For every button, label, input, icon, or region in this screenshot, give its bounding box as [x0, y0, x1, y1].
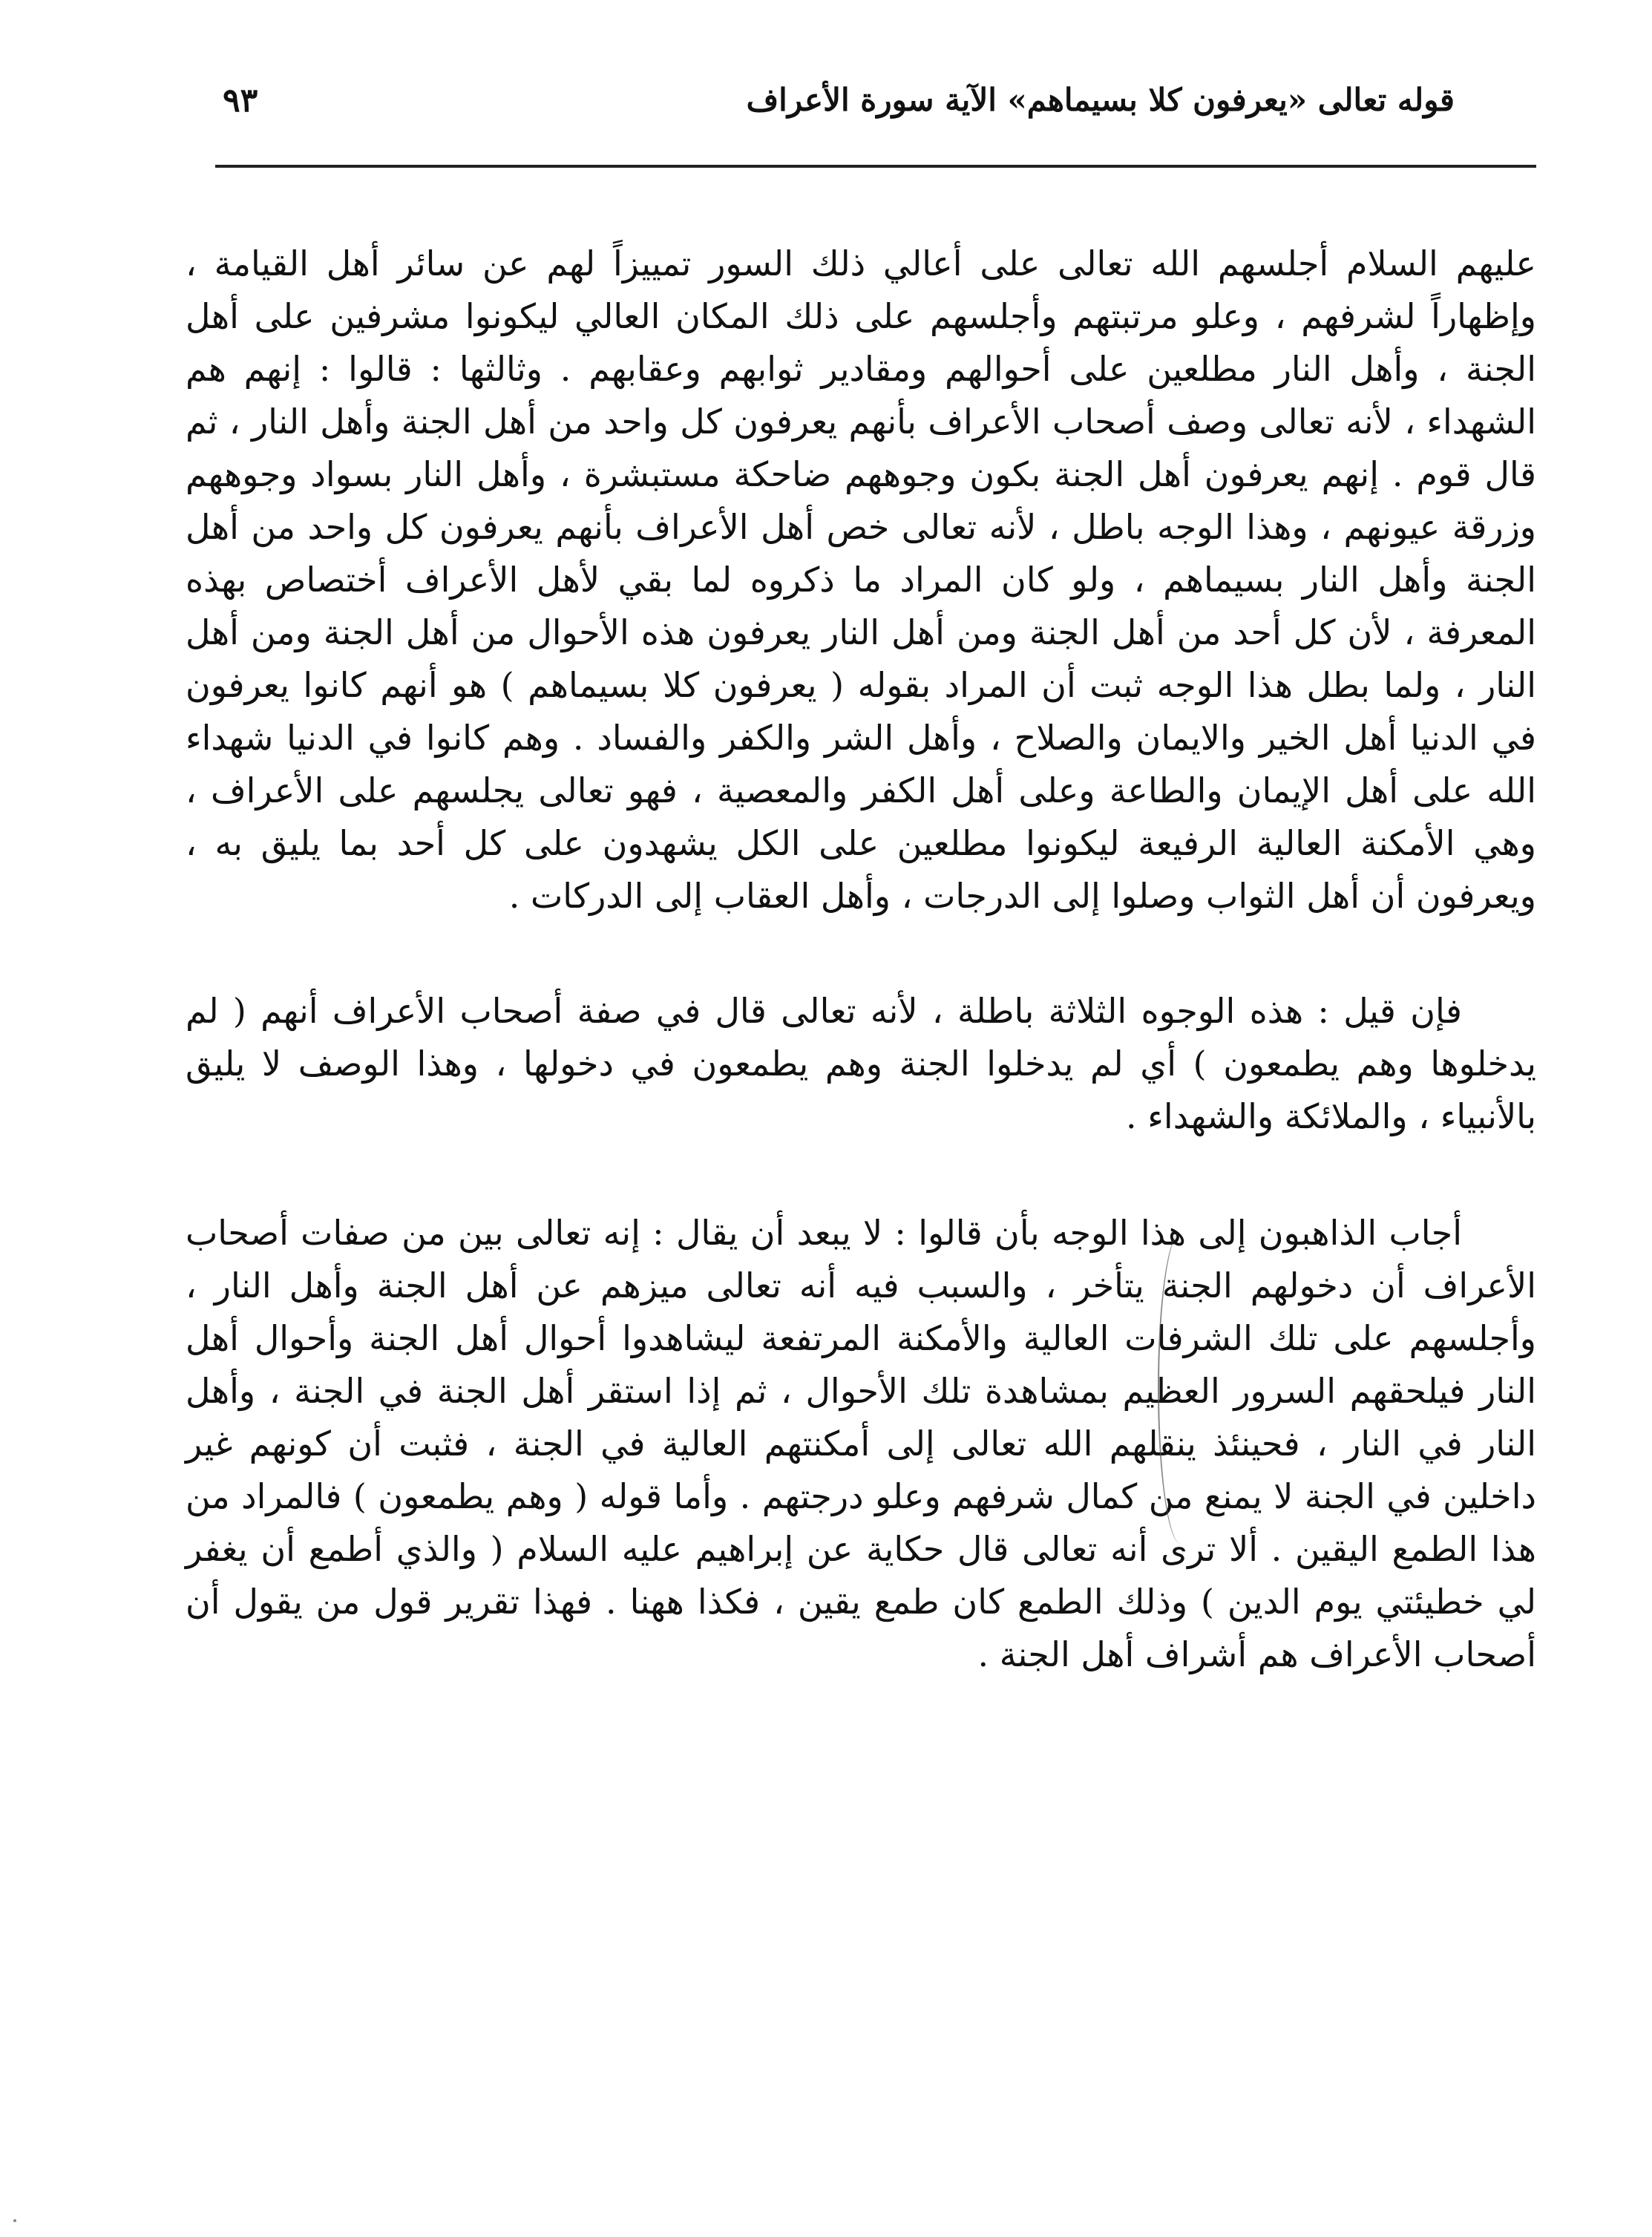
scan-margin-mark [1158, 1232, 1204, 1544]
running-header [208, 71, 1529, 137]
paragraph-1: عليهم السلام أجلسهم الله تعالى على أعالي ذلك السور تمييزاً لهم عن سائر أهل القيامة ، وإظهاراً لشرفهم ، وعلو مرتبتهم وأجلسهم على ذلك المكان العالي ليكونوا مشرفين على أهل الجنة ، وأهل النار مطلعين على أحوالهم ومقادير ثوابهم وعقابهم . وثالثها : قالوا : إنهم هم الشهداء ، لأنه تعالى وصف أصحاب الأعراف بأنهم يعرفون كل واحد من أهل الجنة وأهل النار ، ثم قال قوم . إنهم يعرفون أهل الجنة بكون وجوههم ضاحكة مستبشرة ، وأهل النار بسواد وجوههم وزرقة عيونهم ، وهذا الوجه باطل ، لأنه تعالى خص أهل الأعراف بأنهم يعرفون كل واحد من أهل الجنة وأهل النار بسيماهم ، ولو كان المراد ما ذكروه لما بقي لأهل الأعراف أختصاص بهذه المعرفة ، لأن كل أحد من أهل الجنة ومن أهل النار يعرفون هذه الأحوال من أهل الجنة ومن أهل النار ، ولما بطل هذا الوجه ثبت أن المراد بقوله ( يعرفون كلا بسيماهم ) هو أنهم كانوا يعرفون في الدنيا أهل الخير والايمان والصلاح ، وأهل الشر والكفر والفساد . وهم كانوا في الدنيا شهداء الله على أهل الإيمان والطاعة وعلى أهل الكفر والمعصية ، فهو تعالى يجلسهم على الأعراف ، وهي الأمكنة العالية الرفيعة ليكونوا مطلعين على الكل يشهدون على كل أحد بما يليق به ، ويعرفون أن أهل الثواب وصلوا إلى الدرجات ، وأهل العقاب إلى الدركات . [186, 243, 1537, 916]
paragraph-3: أجاب الذاهبون إلى هذا الوجه بأن قالوا : لا يبعد أن يقال : إنه تعالى بين من صفات أصحاب الأعراف أن دخولهم الجنة يتأخر ، والسبب فيه أنه تعالى ميزهم عن أهل الجنة وأهل النار ، وأجلسهم على تلك الشرفات العالية والأمكنة المرتفعة ليشاهدوا أحوال أهل الجنة وأحوال أهل النار فيلحقهم السرور العظيم بمشاهدة تلك الأحوال ، ثم إذا استقر أهل الجنة في الجنة ، وأهل النار في النار ، فحينئذ ينقلهم الله تعالى إلى أمكنتهم العالية في الجنة ، فثبت أن كونهم غير داخلين في الجنة لا يمنع من كمال شرفهم وعلو درجتهم . وأما قوله ( وهم يطمعون ) فالمراد من هذا الطمع اليقين . ألا ترى أنه تعالى قال حكاية عن إبراهيم عليه السلام ( والذي أطمع أن يغفر لي خطيئتي يوم الدين ) وذلك الطمع كان طمع يقين ، فكذا ههنا . فهذا تقرير قول من يقول أن أصحاب الأعراف هم أشراف أهل الجنة . [186, 1213, 1536, 1674]
page-number: ٩٣ [223, 82, 258, 119]
running-title: قوله تعالى «يعرفون كلا بسيماهم» الآية سورة الأعراف [746, 82, 1455, 118]
body-text [186, 238, 1536, 1681]
scan-dot [13, 2219, 16, 2222]
header-rule [215, 165, 1536, 168]
paragraph-2: فإن قيل : هذه الوجوه الثلاثة باطلة ، لأنه تعالى قال في صفة أصحاب الأعراف أنهم ( لم يدخلوها وهم يطمعون ) أي لم يدخلوا الجنة وهم يطمعون في دخولها ، وهذا الوصف لا يليق بالأنبياء ، والملائكة والشهداء . [186, 991, 1536, 1136]
